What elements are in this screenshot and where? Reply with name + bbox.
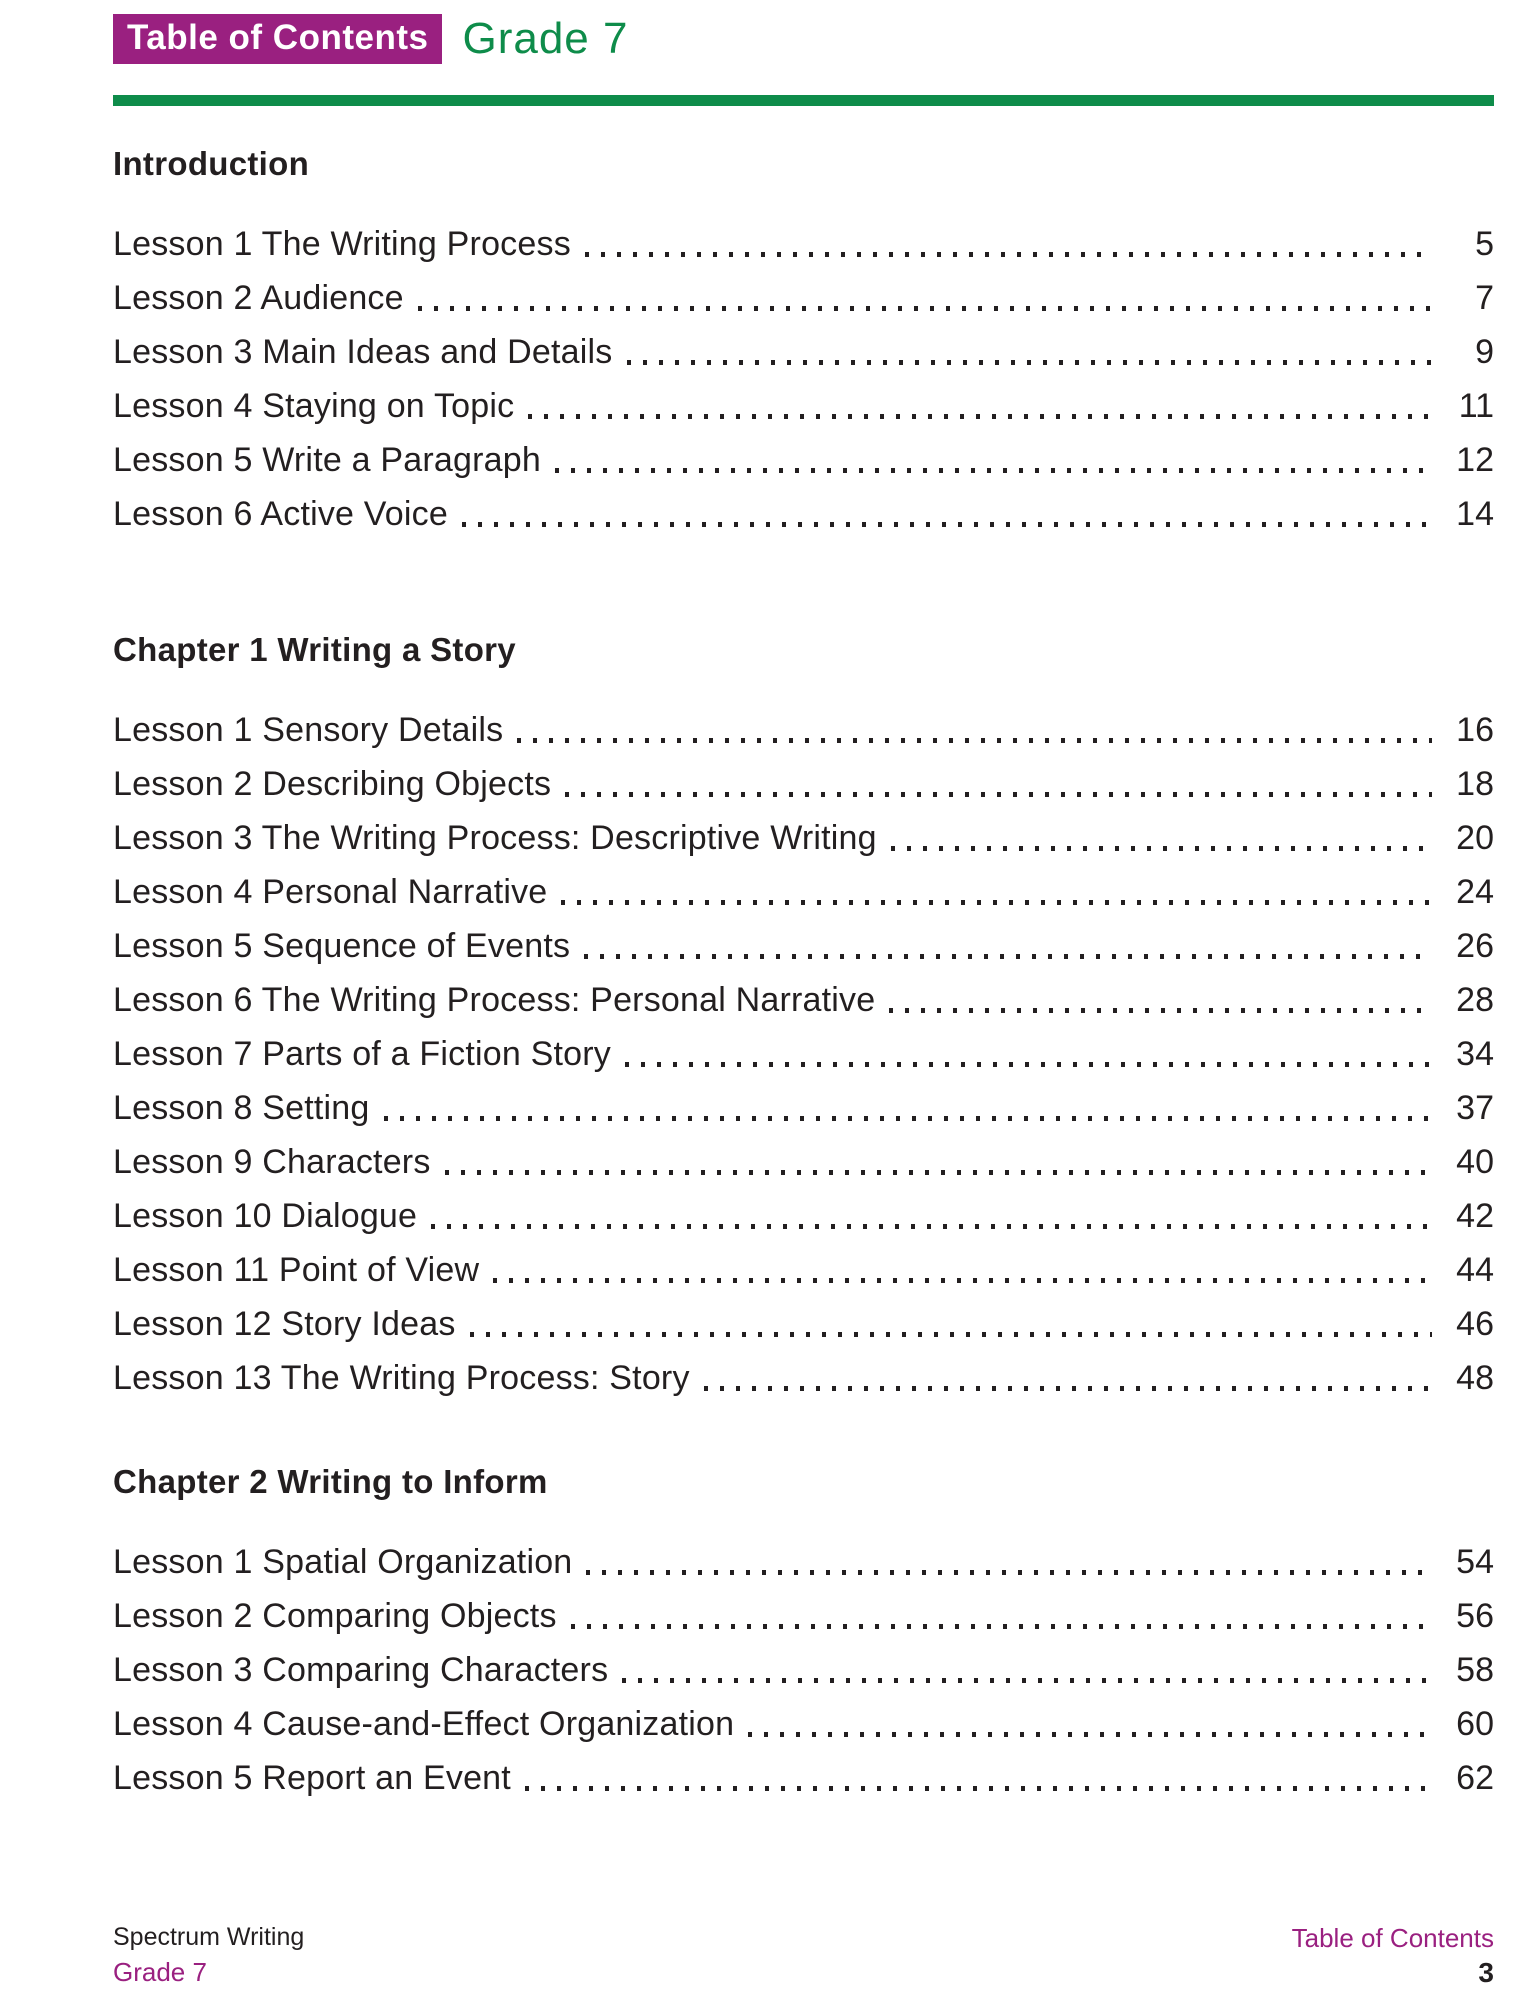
toc-entry-row [113,757,1494,811]
dot-leader [622,1678,1432,1683]
entry-label: Lesson 1 Sensory Details [113,711,504,749]
dot-leader [470,1332,1432,1337]
toc-section [113,144,1494,541]
footer-section-label: Table of Contents [1291,1923,1494,1953]
entry-label: Lesson 5 Sequence of Events [113,927,571,965]
dot-leader [431,1224,1432,1229]
toc-entry-row [113,1243,1494,1297]
entry-label: Lesson 2 Describing Objects [113,765,552,803]
dot-leader [445,1170,1432,1175]
entry-page-number: 26 [1456,927,1494,965]
dot-leader [517,738,1432,743]
toc-entry-row [113,1351,1494,1405]
toc-section [113,1462,1494,1805]
entry-page-number: 28 [1456,981,1494,1019]
entry-page-number: 20 [1456,819,1494,857]
header-rule [113,95,1494,106]
toc-entry-row [113,811,1494,865]
toc-entry-row [113,487,1494,541]
dot-leader [525,1786,1432,1791]
entry-label: Lesson 4 Staying on Topic [113,387,515,425]
dot-leader [384,1116,1433,1121]
toc-entry-row [113,271,1494,325]
entry-page-number: 54 [1456,1543,1494,1581]
toc-entry-row [113,1297,1494,1351]
toc-entry-row [113,973,1494,1027]
dot-leader [704,1386,1432,1391]
toc-entry-row [113,379,1494,433]
entry-label: Lesson 12 Story Ideas [113,1305,456,1343]
footer-left [113,1920,304,1990]
entry-page-number: 48 [1456,1359,1494,1397]
toc-entry-row [113,1589,1494,1643]
entry-label: Lesson 4 Personal Narrative [113,873,548,911]
entry-page-number: 37 [1456,1089,1494,1127]
dot-leader [561,900,1432,905]
toc-entry-row [113,1027,1494,1081]
entry-label: Lesson 8 Setting [113,1089,370,1127]
entry-label: Lesson 9 Characters [113,1143,431,1181]
entry-label: Lesson 2 Comparing Objects [113,1597,557,1635]
entry-list [113,217,1494,541]
footer-right [1292,1920,1494,1990]
dot-leader [889,1008,1432,1013]
entry-list [113,1535,1494,1805]
dot-leader [418,306,1432,311]
entry-page-number: 58 [1456,1651,1494,1689]
toc-entry-row [113,1643,1494,1697]
toc-section [113,630,1494,1405]
entry-label: Lesson 1 Spatial Organization [113,1543,573,1581]
dot-leader [571,1624,1432,1629]
footer-grade-label: Grade 7 [113,1957,207,1987]
entry-page-number: 14 [1456,495,1494,533]
section-title: Chapter 1 Writing a Story [113,631,516,668]
toc-entry-row [113,919,1494,973]
toc-entry-row [113,433,1494,487]
entry-page-number: 42 [1456,1197,1494,1235]
toc-entry-row [113,325,1494,379]
entry-page-number: 5 [1475,225,1494,263]
toc-entry-row [113,1189,1494,1243]
entry-page-number: 60 [1456,1705,1494,1743]
dot-leader [585,252,1432,257]
dot-leader [586,1570,1432,1575]
grade-heading: Grade 7 [462,14,629,63]
entry-label: Lesson 1 The Writing Process [113,225,571,263]
entry-page-number: 12 [1456,441,1494,479]
entry-page-number: 7 [1475,279,1494,317]
toc-entry-row [113,703,1494,757]
page-footer [113,1920,1494,1990]
page-header [113,13,1494,65]
entry-label: Lesson 3 The Writing Process: Descriptive Writing [113,819,877,857]
dot-leader [625,1062,1432,1067]
toc-entry-row [113,1081,1494,1135]
toc-entry-row [113,1135,1494,1189]
entry-page-number: 11 [1458,387,1494,425]
entry-page-number: 40 [1456,1143,1494,1181]
entry-label: Lesson 13 The Writing Process: Story [113,1359,690,1397]
toc-entry-row [113,1751,1494,1805]
entry-page-number: 16 [1456,711,1494,749]
toc-entry-row [113,1697,1494,1751]
dot-leader [891,846,1432,851]
entry-label: Lesson 4 Cause-and-Effect Organization [113,1705,735,1743]
entry-label: Lesson 11 Point of View [113,1251,480,1289]
dot-leader [528,414,1432,419]
toc-title-badge: Table of Contents [113,14,442,64]
toc-entry-row [113,1535,1494,1589]
entry-label: Lesson 6 Active Voice [113,495,448,533]
section-title: Chapter 2 Writing to Inform [113,1463,548,1500]
entry-label: Lesson 6 The Writing Process: Personal Narrative [113,981,876,1019]
dot-leader [462,522,1432,527]
toc-sections [113,144,1494,1805]
entry-label: Lesson 3 Main Ideas and Details [113,333,613,371]
dot-leader [584,954,1432,959]
dot-leader [555,468,1432,473]
entry-label: Lesson 3 Comparing Characters [113,1651,609,1689]
dot-leader [748,1732,1432,1737]
entry-page-number: 34 [1456,1035,1494,1073]
dot-leader [493,1278,1432,1283]
entry-page-number: 62 [1456,1759,1494,1797]
entry-page-number: 18 [1456,765,1494,803]
entry-page-number: 44 [1456,1251,1494,1289]
entry-label: Lesson 2 Audience [113,279,404,317]
page-number: 3 [1478,1957,1494,1988]
entry-label: Lesson 7 Parts of a Fiction Story [113,1035,611,1073]
entry-list [113,703,1494,1405]
entry-label: Lesson 5 Report an Event [113,1759,511,1797]
dot-leader [627,360,1433,365]
section-title: Introduction [113,145,310,182]
toc-entry-row [113,217,1494,271]
footer-series-label: Spectrum Writing [113,1923,305,1951]
entry-page-number: 24 [1456,873,1494,911]
dot-leader [565,792,1432,797]
entry-label: Lesson 5 Write a Paragraph [113,441,541,479]
entry-page-number: 9 [1475,333,1494,371]
toc-entry-row [113,865,1494,919]
entry-page-number: 46 [1456,1305,1494,1343]
entry-label: Lesson 10 Dialogue [113,1197,418,1235]
entry-page-number: 56 [1456,1597,1494,1635]
